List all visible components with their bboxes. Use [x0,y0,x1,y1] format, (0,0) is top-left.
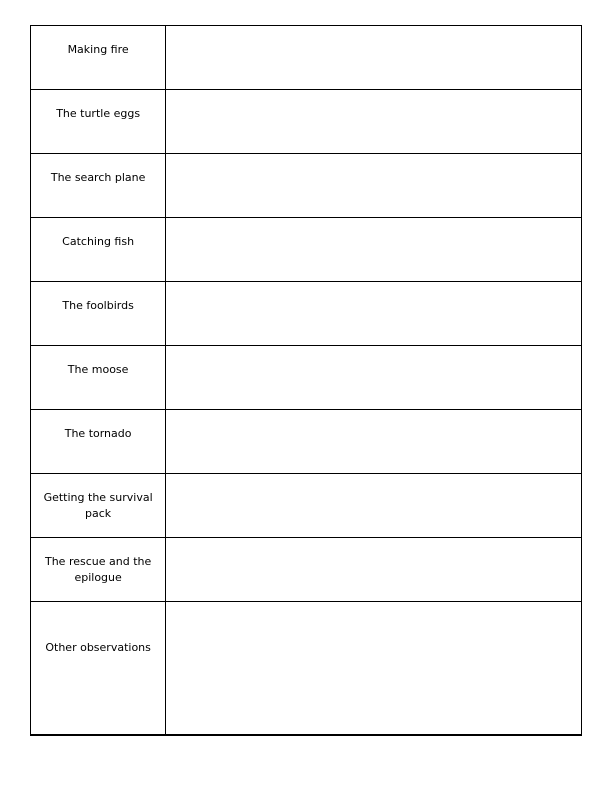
topic-label-cell [31,346,166,410]
table-row [31,410,582,474]
table-row [31,26,582,90]
topic-label: Other observations [45,641,151,654]
notes-cell[interactable] [166,282,582,346]
notes-cell[interactable] [166,346,582,410]
topic-label: The turtle eggs [56,107,141,120]
topic-label: The foolbirds [62,299,134,312]
topic-label-cell [31,602,166,736]
notes-cell[interactable] [166,474,582,538]
notes-cell[interactable] [166,218,582,282]
topic-label: The moose [67,363,129,376]
table-row [31,538,582,602]
notes-cell[interactable] [166,154,582,218]
table-row [31,346,582,410]
notes-cell[interactable] [166,26,582,90]
topic-label-cell [31,282,166,346]
topic-label: The rescue and the epilogue [44,555,152,584]
topic-label-cell [31,218,166,282]
topic-label-cell [31,154,166,218]
topic-label-cell [31,90,166,154]
table-row [31,218,582,282]
table-row [31,90,582,154]
topic-label-cell [31,26,166,90]
table-row [31,154,582,218]
topic-label: The search plane [50,171,146,184]
table-row [31,282,582,346]
notes-cell[interactable] [166,538,582,602]
topic-label: Getting the survival pack [43,491,153,520]
notes-cell[interactable] [166,410,582,474]
notes-cell[interactable] [166,90,582,154]
topic-label: Catching fish [62,235,135,248]
topic-label-cell [31,410,166,474]
topic-label-cell [31,538,166,602]
topic-label: Making fire [67,43,129,56]
table-row [31,474,582,538]
table-row [31,602,582,736]
topic-label: The tornado [64,427,132,440]
topic-label-cell [31,474,166,538]
notes-cell[interactable] [166,602,582,736]
worksheet-table [30,25,582,736]
